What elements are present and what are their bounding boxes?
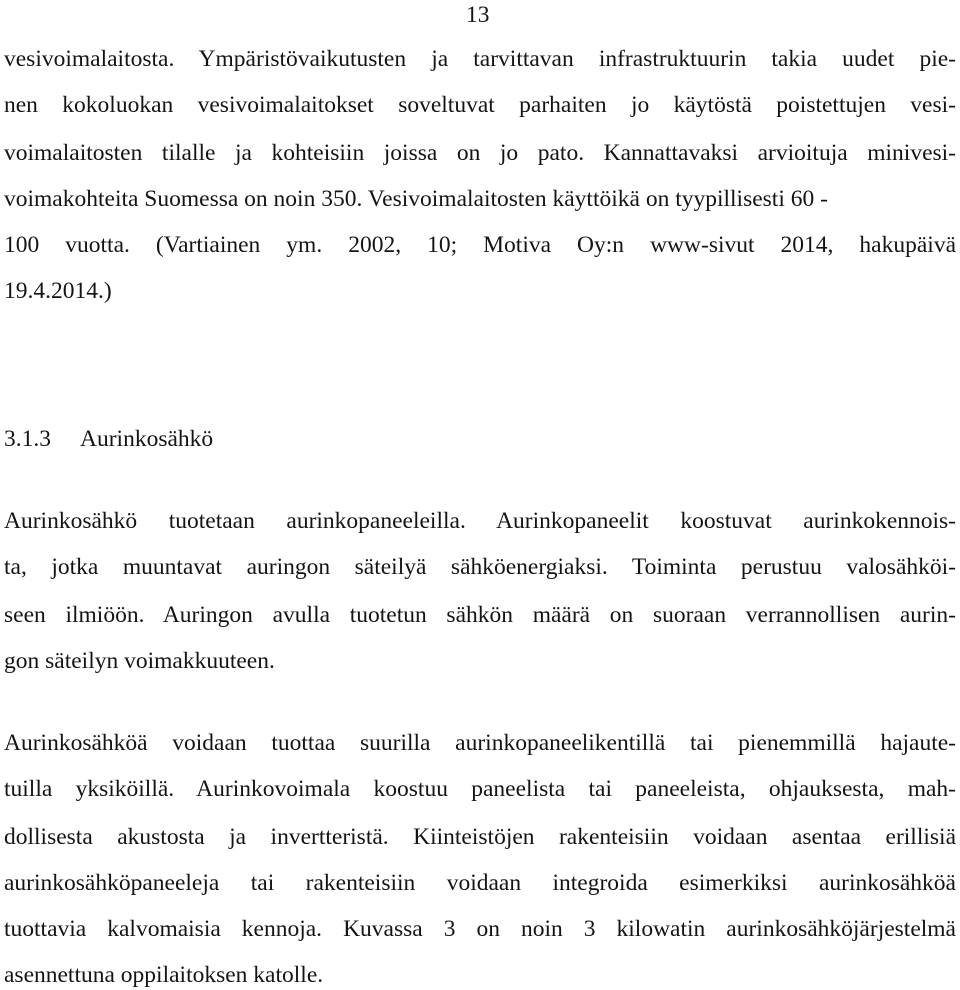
text-line: Aurinkosähkö tuotetaan aurinkopaneeleilla. Aurinkopaneelit koostuvat aurinkokennois- [4, 508, 956, 534]
text-line: dollisesta akustosta ja invertteristä. Kiinteistöjen rakenteisiin voidaan asentaa erillisiä [4, 824, 956, 850]
section-heading [4, 424, 213, 454]
text-line: tuilla yksiköillä. Aurinkovoimala koostuu paneelista tai paneeleista, ohjauksesta, mah- [4, 776, 956, 802]
text-line: voimalaitosten tilalle ja kohteisiin joissa on jo pato. Kannattavaksi arvioituja minivesi- [4, 140, 956, 166]
text-line: seen ilmiöön. Auringon avulla tuotetun sähkön määrä on suoraan verrannollisen aurin- [4, 602, 956, 628]
text-line: vesivoimalaitosta. Ympäristövaikutusten ja tarvittavan infrastruktuurin takia uudet pie- [4, 46, 956, 72]
text-line: asennettuna oppilaitoksen katolle. [4, 962, 324, 988]
page-number: 13 [466, 2, 490, 28]
text-line: nen kokoluokan vesivoimalaitokset soveltuvat parhaiten jo käytöstä poistettujen vesi- [4, 92, 956, 118]
text-line: gon säteilyn voimakkuuteen. [4, 648, 275, 674]
text-line: tuottavia kalvomaisia kennoja. Kuvassa 3 on noin 3 kilowatin aurinkosähköjärjestelmä [4, 916, 956, 942]
text-line: Aurinkosähköä voidaan tuottaa suurilla aurinkopaneelikentillä tai pienemmillä hajaute- [4, 730, 956, 756]
section-title: Aurinkosähkö [80, 426, 214, 452]
section-number: 3.1.3 [4, 426, 51, 452]
text-line: voimakohteita Suomessa on noin 350. Vesivoimalaitosten käyttöikä on tyypillisesti 60 - [4, 186, 828, 212]
text-line: ta, jotka muuntavat auringon säteilyä sähköenergiaksi. Toiminta perustuu valosähköi- [4, 554, 956, 580]
text-line: aurinkosähköpaneeleja tai rakenteisiin voidaan integroida esimerkiksi aurinkosähköä [4, 870, 956, 896]
text-line: 19.4.2014.) [4, 278, 112, 304]
text-line: 100 vuotta. (Vartiainen ym. 2002, 10; Motiva Oy:n www-sivut 2014, hakupäivä [4, 232, 956, 258]
